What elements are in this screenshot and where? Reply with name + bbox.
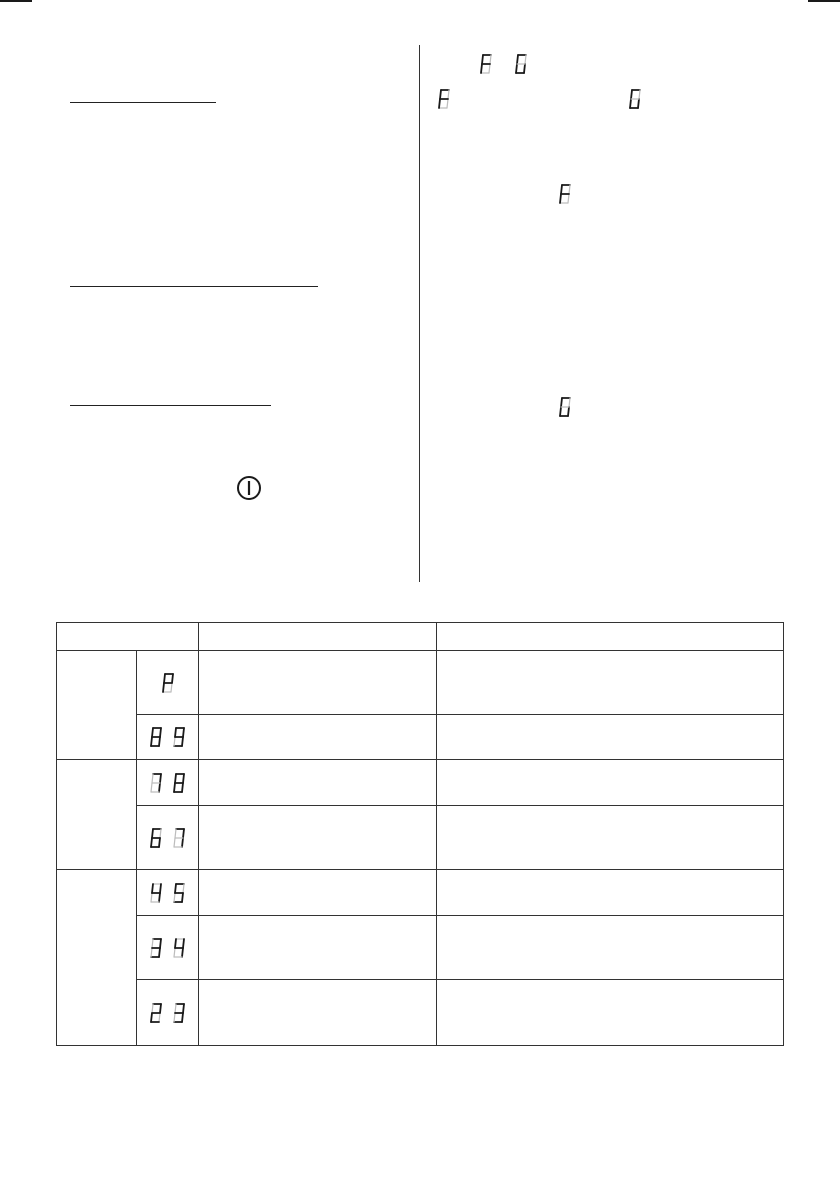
page-corner-mark-left	[0, 0, 32, 2]
segment-f	[175, 884, 176, 893]
row-description	[199, 715, 437, 760]
segment-c	[447, 99, 448, 108]
segment-c	[182, 948, 183, 957]
segment-b	[525, 55, 526, 64]
segment-b	[160, 1004, 161, 1013]
segment-c	[159, 1013, 160, 1022]
segment-b	[160, 939, 161, 948]
row-solution	[437, 916, 784, 980]
section-heading-1-underline	[70, 102, 216, 103]
segment-e	[174, 838, 175, 847]
row-solution	[437, 870, 784, 916]
segment-e	[151, 737, 152, 746]
display-icon-f-1	[479, 53, 493, 75]
display-icon-g-2	[628, 88, 642, 110]
segment-c	[159, 838, 160, 847]
segment-e	[630, 99, 631, 108]
segment-e	[151, 948, 152, 957]
header-description	[199, 623, 437, 651]
table-header-row	[57, 623, 784, 651]
segment-c	[182, 1013, 183, 1022]
segment-b	[569, 185, 570, 194]
row-solution	[437, 715, 784, 760]
table-row	[57, 760, 784, 806]
row-description	[199, 980, 437, 1046]
display-icon-f-2	[437, 88, 451, 110]
segment-f	[561, 398, 562, 407]
segment-e	[151, 838, 152, 847]
segment-c	[159, 893, 160, 902]
segment-f	[440, 90, 441, 99]
group-label	[57, 870, 137, 1046]
segment-e	[516, 64, 517, 73]
segment-b	[183, 939, 184, 948]
segment-b	[160, 884, 161, 893]
segment-b	[183, 774, 184, 783]
segment-b	[160, 829, 161, 838]
segment-b	[639, 90, 640, 99]
segment-c	[182, 838, 183, 847]
section-heading-3-underline	[70, 405, 271, 406]
segment-c	[182, 783, 183, 792]
display-code-3-4	[137, 916, 199, 980]
section-heading-2-underline	[70, 286, 318, 287]
table-row	[57, 870, 784, 916]
segment-c	[159, 783, 160, 792]
segment-e	[560, 194, 561, 203]
display-code-p	[137, 651, 199, 715]
segment-b	[183, 728, 184, 737]
segment-b	[183, 1004, 184, 1013]
segment-e	[560, 407, 561, 416]
group-label	[57, 760, 137, 870]
display-code-8-9	[137, 715, 199, 760]
segment-f	[517, 55, 518, 64]
header-solution	[437, 623, 784, 651]
display-code-2-3	[137, 980, 199, 1046]
table-row	[57, 980, 784, 1046]
segment-f	[175, 829, 176, 838]
segment-e	[174, 737, 175, 746]
segment-f	[175, 728, 176, 737]
column-divider	[419, 45, 420, 582]
segment-c	[638, 99, 639, 108]
segment-f	[152, 884, 153, 893]
row-description	[199, 806, 437, 870]
row-solution	[437, 760, 784, 806]
segment-c	[171, 683, 172, 692]
segment-e	[481, 64, 482, 73]
segment-b	[183, 884, 184, 893]
row-solution	[437, 651, 784, 715]
table-row	[57, 806, 784, 870]
segment-c	[182, 737, 183, 746]
row-description	[199, 870, 437, 916]
segment-e	[151, 1013, 152, 1022]
segment-c	[159, 737, 160, 746]
segment-f	[164, 674, 165, 683]
row-solution	[437, 980, 784, 1046]
display-icon-f-3	[558, 183, 572, 205]
segment-e	[174, 1013, 175, 1022]
display-icon-g-3	[558, 396, 572, 418]
segment-c	[159, 948, 160, 957]
error-code-table	[56, 622, 784, 1046]
segment-b	[160, 774, 161, 783]
segment-e	[174, 783, 175, 792]
segment-f	[175, 939, 176, 948]
segment-b	[183, 829, 184, 838]
segment-e	[151, 783, 152, 792]
segment-e	[174, 948, 175, 957]
segment-f	[152, 939, 153, 948]
segment-c	[568, 407, 569, 416]
segment-f	[175, 1004, 176, 1013]
table-row	[57, 916, 784, 980]
segment-f	[482, 55, 483, 64]
row-solution	[437, 806, 784, 870]
segment-f	[152, 1004, 153, 1013]
row-description	[199, 651, 437, 715]
segment-f	[152, 829, 153, 838]
table-row	[57, 651, 784, 715]
segment-f	[175, 774, 176, 783]
group-label	[57, 651, 137, 760]
display-code-6-7	[137, 806, 199, 870]
power-button-icon	[236, 475, 262, 501]
display-icon-g-1	[514, 53, 528, 75]
segment-e	[439, 99, 440, 108]
table-row	[57, 715, 784, 760]
segment-f	[561, 185, 562, 194]
display-code-7-8	[137, 760, 199, 806]
segment-b	[160, 728, 161, 737]
segment-b	[490, 55, 491, 64]
segment-b	[172, 674, 173, 683]
segment-f	[152, 728, 153, 737]
segment-c	[524, 64, 525, 73]
row-description	[199, 760, 437, 806]
segment-b	[569, 398, 570, 407]
page-corner-mark-right	[808, 0, 840, 2]
segment-e	[163, 683, 164, 692]
display-code-4-5	[137, 870, 199, 916]
segment-c	[489, 64, 490, 73]
segment-e	[174, 893, 175, 902]
segment-c	[568, 194, 569, 203]
segment-e	[151, 893, 152, 902]
row-description	[199, 916, 437, 980]
segment-b	[448, 90, 449, 99]
header-problem	[57, 623, 199, 651]
segment-f	[152, 774, 153, 783]
segment-c	[182, 893, 183, 902]
segment-f	[631, 90, 632, 99]
